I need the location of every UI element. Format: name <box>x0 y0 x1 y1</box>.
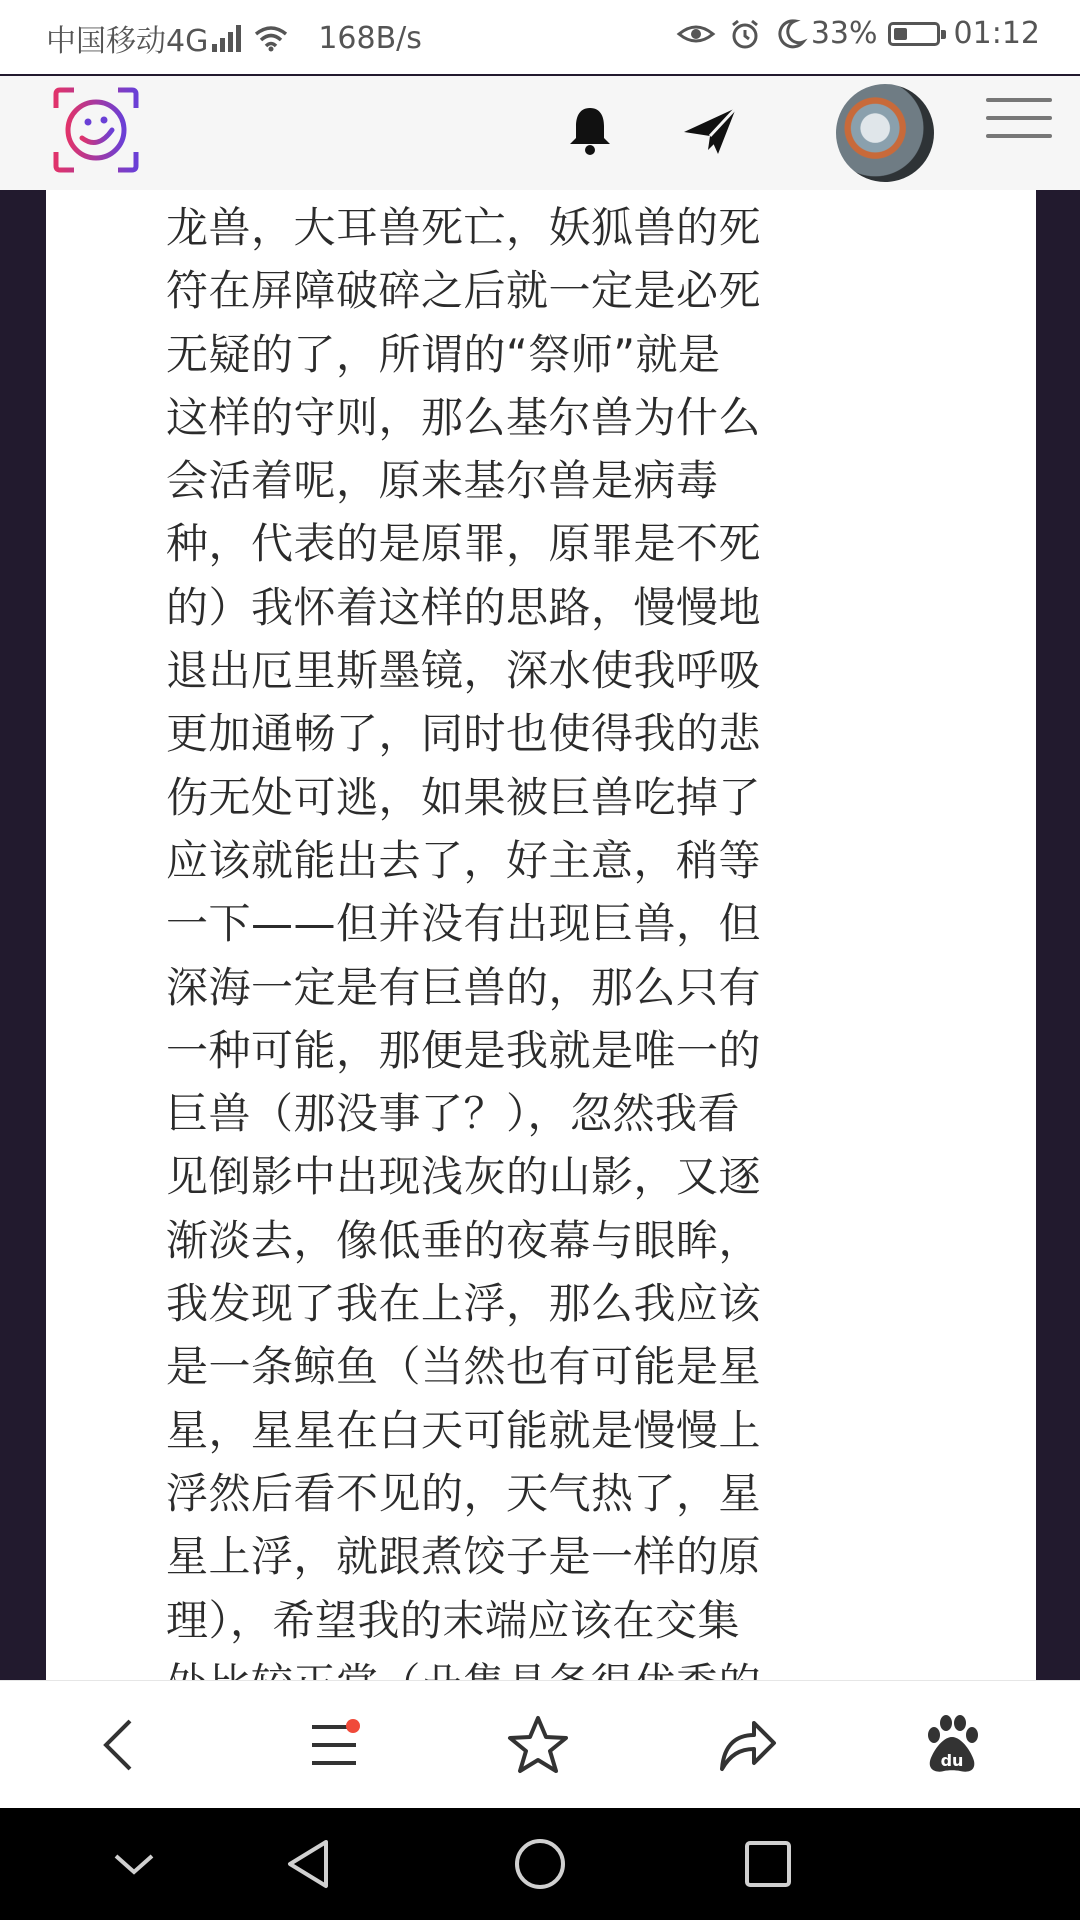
menu-list-icon[interactable] <box>302 1713 366 1777</box>
battery-icon <box>888 22 940 46</box>
browser-toolbar <box>0 1680 1080 1809</box>
wifi-icon <box>254 24 288 52</box>
carrier-label: 中国移动4G <box>46 24 209 59</box>
back-icon[interactable] <box>88 1713 152 1777</box>
svg-text:du: du <box>940 1751 964 1770</box>
baidu-icon[interactable] <box>920 1713 984 1777</box>
nav-back-icon[interactable] <box>280 1834 340 1894</box>
app-header <box>0 76 1080 190</box>
article-content <box>46 190 1036 1680</box>
article-text: 龙兽，大耳兽死亡，妖狐兽的死 符在屏障破碎之后就一定是必死 无疑的了，所谓的“祭师”就是 这样的守则，那么基尔兽为什么 会活着呢，原来基尔兽是病毒 种，代表的是原罪，原罪是不死 的）我怀着这样的思路，慢慢地 退出厄里斯墨镜，深水使我呼吸 更加通畅了，同时也使得我的悲 伤无处可逃，如果被巨兽吃掉了 应该就能出去了，好主意，稍等 一下——但并没有出现巨兽，但 深海一定是有巨兽的，那么只有 一种可能，那便是我就是唯一的 巨兽（那没事了？），忽然我看 见倒影中出现浅灰的山影，又逐 渐淡去，像低垂的夜幕与眼眸， 我发现了我在上浮，那么我应该 是一条鲸鱼（当然也有可能是星 星，星星在白天可能就是慢慢上 浮然后看不见的，天气热了，星 星上浮，就跟煮饺子是一样的原 理），希望我的末端应该在交集 <box>166 203 762 1645</box>
recents-icon[interactable] <box>738 1834 798 1894</box>
menu-icon[interactable] <box>986 98 1052 146</box>
net-speed: 168B/s <box>318 20 422 56</box>
status-bar-right <box>677 16 1040 51</box>
bell-icon[interactable] <box>566 104 614 156</box>
signal-icon <box>212 24 244 52</box>
home-icon[interactable] <box>510 1834 570 1894</box>
star-icon[interactable] <box>506 1713 570 1777</box>
collapse-icon[interactable] <box>104 1834 164 1894</box>
clock: 01:12 <box>953 16 1040 51</box>
share-icon[interactable] <box>714 1713 778 1777</box>
eye-icon <box>677 20 715 48</box>
system-nav-bar <box>0 1808 1080 1920</box>
send-icon[interactable] <box>682 104 738 156</box>
avatar[interactable] <box>836 84 934 182</box>
alarm-icon <box>729 18 761 50</box>
notification-dot <box>346 1719 360 1733</box>
battery-percent: 33% <box>810 16 878 51</box>
status-bar <box>0 0 1080 74</box>
moon-icon <box>775 18 805 50</box>
status-bar-left <box>46 16 422 60</box>
smiley-logo-icon[interactable] <box>52 86 140 174</box>
